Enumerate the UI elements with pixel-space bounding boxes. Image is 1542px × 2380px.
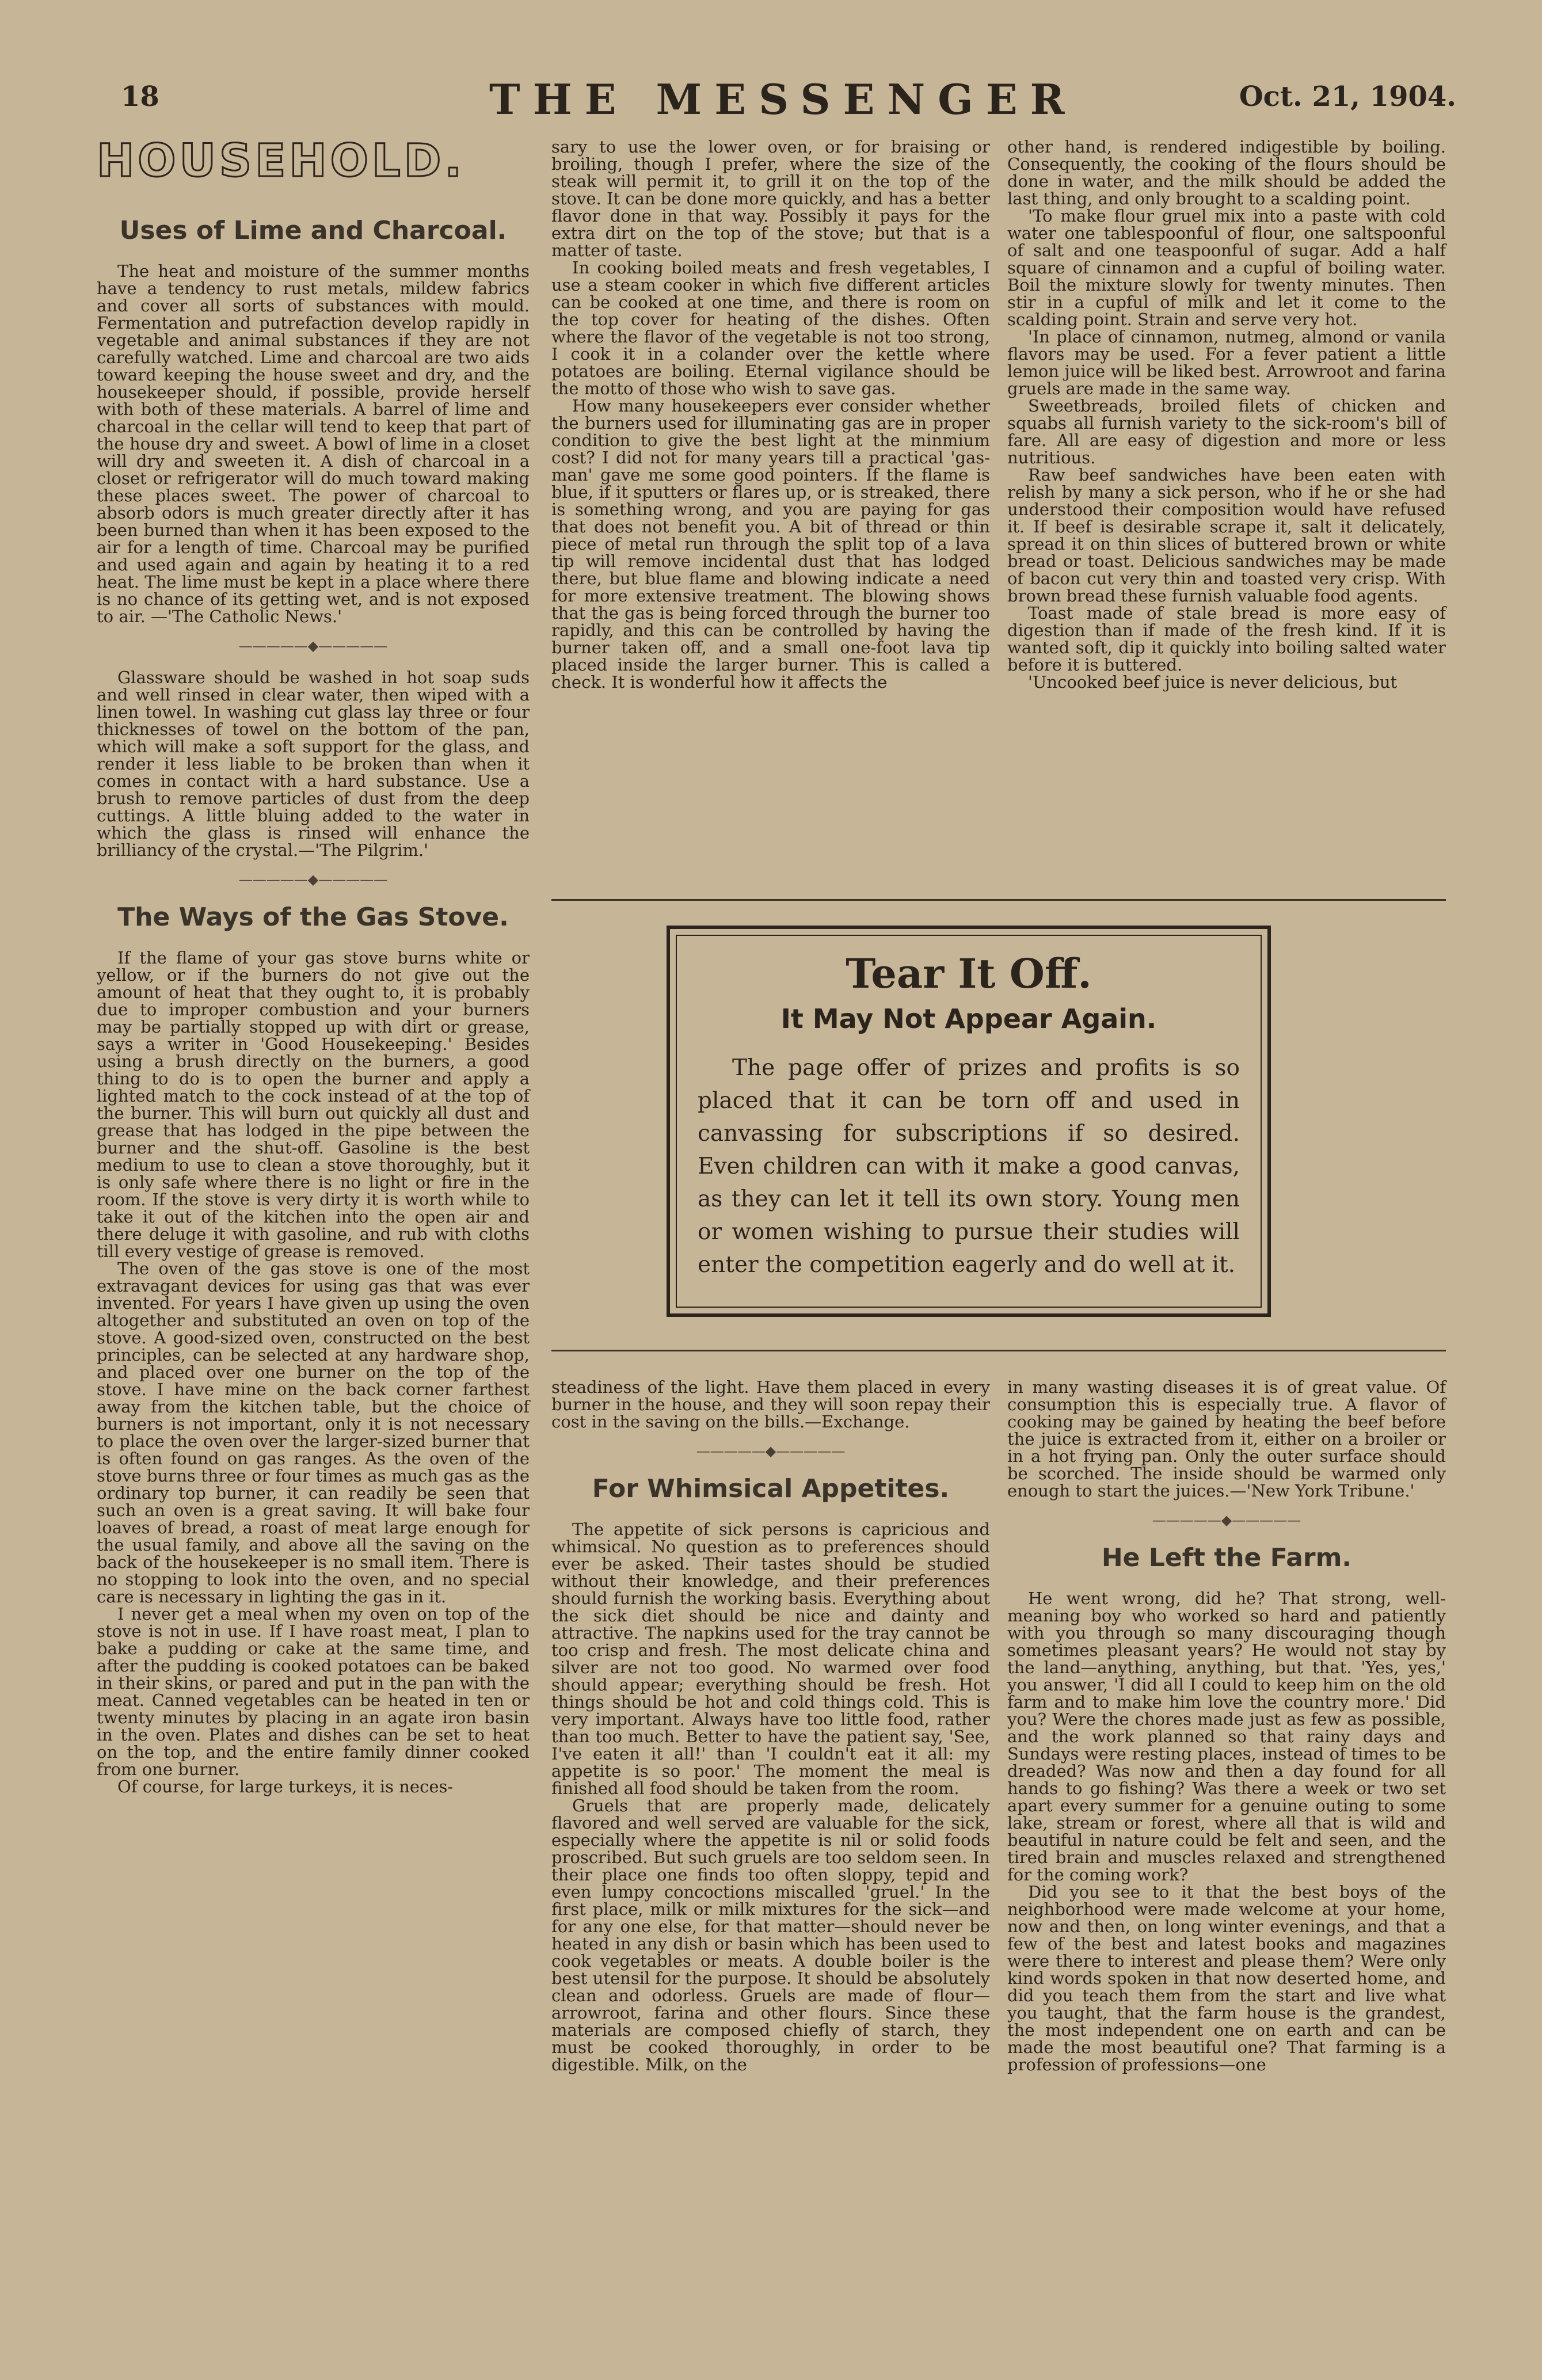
article-paragraph: in many wasting diseases it is of great value. Of consumption this is especially true. A flavor of cooking may be gained by heating the beef before the juice is extracted from it, either on a broiler or in a hot frying pan. Only the outer surface should be scorched. The inside should be warmed only enough to start the juices.—'New York Tribune.' (1007, 1377, 1446, 1501)
article-paragraph: The oven of the gas stove is one of the most extravagant devices for using gas that was ever invented. For years I have given up using the oven altogether and substituted an oven on top of the stove. A good-sized oven, constructed on the best principles, can be selected at any hardware shop, and placed over one burner on the top of the stove. I have mine on the back corner farthest away from the kitchen table, but the choice of burners is not important, only it is not necessary to place the oven over the larger-sized burner that is often found on gas ranges. As the oven of the stove burns three or four times as much gas as the ordinary top burner, it can readily be seen that such an oven is a great saving. It will bake four loaves of bread, a roast of meat large enough for the usual family, and above all the saving on the back of the housekeeper is no small item. There is no stopping to look into the oven, and no special care is necessary in lighting the gas in it. (97, 1259, 530, 1606)
masthead (121, 75, 1456, 124)
section-ornament: —————◆————— (1152, 1512, 1301, 1528)
page-number: 18 (121, 81, 159, 113)
article-paragraph: steadiness of the light. Have them placed in every burner in the house, and they will soon repay their cost in the saving on the bills.—Exchange. (551, 1377, 990, 1431)
notice-body: The page offer of prizes and profits is so placed that it can be torn off and used in canvassing for subscriptions if so desired. Even children can with it make a good canvas, as they can let it tell its own story. Young men or women wishing to pursue their studies will enter the competition eagerly and do well at it. (698, 1055, 1240, 1278)
newspaper-title: THE MESSENGER (489, 75, 1078, 124)
article-paragraph: Raw beef sandwiches have been eaten with relish by many a sick person, who if he or she had understood their composition would have refused it. If beef is desirable scrape it, salt it delicately, spread it on thin slices of buttered brown or white bread or toast. Delicious sandwiches may be made of bacon cut very thin and toasted very crisp. With brown bread these furnish valuable food agents. (1007, 465, 1446, 606)
column-2-bottom (551, 1379, 990, 2073)
article-paragraph: If the flame of your gas stove burns white or yellow, or if the burners do not give out the amount of heat that they ought to, it is probably due to improper combustion and your burners may be partially stopped up with dirt or grease, says a writer in 'Good Housekeeping.' Besides using a brush directly on the burners, a good thing to do is to open the burner and apply a lighted match to the cock instead of at the top of the burner. This will burn out quickly all dust and grease that has lodged in the pipe between the burner and the shut-off. Gasoline is the best medium to use to clean a stove thoroughly, but it is only safe where there is no light or fire in the room. If the stove is very dirty it is worth while to take it out of the kitchen into the open air and there deluge it with gasoline, and rub with cloths till every vestige of grease is removed. (97, 948, 530, 1261)
article-title-whimsical-appetites: For Whimsical Appetites. (592, 1474, 950, 1503)
article-paragraph: 'In place of cinnamon, nutmeg, almond or vanila flavors may be used. For a fever patient a little lemon juice will be liked best. Arrowroot and farina gruels are made in the same way. (1007, 327, 1446, 398)
article-paragraph: I never get a meal when my oven on top of the stove is not in use. If I have roast meat, I plan to bake a pudding or cake at the same time, and after the pudding is cooked potatoes can be baked in their skins, or pared and put in the pan with the meat. Canned vegetables can be heated in ten or twenty minutes by placing in an agate iron basin in the oven. Plates and dishes can be set to heat on the top, and the entire family dinner cooked from one burner. (97, 1604, 530, 1779)
article-paragraph: Did you see to it that the best boys of the neighborhood were made welcome at your home, now and then, on long winter evenings, and that a few of the best and latest books and magazines were there to interest and please them? Were only kind words spoken in that now deserted home, and did you teach them from the start and live what you taught, that the farm house is the grandest, the most independent one on earth and can be made the most beautiful one? That farming is a profession of professions—one (1007, 1882, 1446, 2074)
notice-subtitle: It May Not Appear Again. (780, 1003, 1157, 1034)
article-paragraph: He went wrong, did he? That strong, well-meaning boy who worked so hard and patiently with you through so many discouraging though sometimes pleasant years? He would not stay by the land—anything, anything, but that. 'Yes, yes,' you answer, 'I did all I could to keep him on the old farm and to make him love the country more.' Did you? Were the chores made just as few as possible, and the work planned so that rainy days and Sundays were resting places, instead of times to be dreaded? Was now and then a day found for all hands to go fishing? Was there a week or two set apart every summer for a genuine outing to some lake, stream or forest, where all that is wild and beautiful in nature could be felt and seen, and the tired brain and muscles relaxed and strengthened for the coming work? (1007, 1589, 1446, 1884)
article-title-gas-stove: The Ways of the Gas Stove. (117, 903, 509, 932)
article-paragraph: 'Uncooked beef juice is never delicious, but (1028, 672, 1398, 692)
article-paragraph: Sweetbreads, broiled filets of chicken and squabs all furnish variety to the sick-room's bill of fare. All are easy of digestion and more or less nutritious. (1007, 396, 1446, 467)
article-paragraph: Glassware should be washed in hot soap suds and well rinsed in clear water, then wiped with a linen towel. In washing cut glass lay three or four thicknesses of towel on the bottom of the pan, which will make a soft support for the glass, and render it less liable to be broken than when it comes in contact with a hard substance. Use a brush to remove particles of dust from the deep cuttings. A little bluing added to the water in which the glass is rinsed will enhance the brilliancy of the crystal.—'The Pilgrim.' (97, 668, 530, 860)
article-paragraph: In cooking boiled meats and fresh vegetables, I use a steam cooker in which five different articles can be cooked at one time, and there is room on the top cover for heating of the dishes. Often where the flavor of the vegetable is not too strong, I cook it in a colander over the kettle where potatoes are boiling. Eternal vigilance should be the motto of those who wish to save gas. (551, 258, 990, 398)
article-title-lime-charcoal: Uses of Lime and Charcoal. (119, 216, 507, 245)
household-heading: HOUSEHOLD. (97, 135, 466, 187)
article-paragraph: Toast made of stale bread is more easy of digestion than if made of the fresh kind. If it is wanted soft, dip it quickly into boiling salted water before it is buttered. (1007, 603, 1446, 675)
article-paragraph: 'To make flour gruel mix into a paste with cold water one tablespoonful of flour, one saltspoonful of salt and one teaspoonful of sugar. Add a half square of cinnamon and a cupful of boiling water. Boil the mixture slowly for twenty minutes. Then stir in a cupful of milk and let it come to the scalding point. Strain and serve very hot. (1007, 206, 1446, 329)
horizontal-rule (551, 1350, 1446, 1351)
column-3-top (1007, 138, 1446, 691)
notice-title: Tear It Off. (846, 950, 1092, 997)
article-paragraph: sary to use the lower oven, or for braising or broiling, though I prefer, where the size of the steak will permit it, to grill it on the top of the stove. It can be done more quickly, and has a better flavor done in that way. Possibly it pays for the extra dirt on the top of the stove; but that is a matter of taste. (551, 137, 990, 260)
horizontal-rule (551, 899, 1446, 901)
article-paragraph: How many housekeepers ever consider whether the burners used for illuminating gas are in proper condition to give the best light at the minmium cost? I did not for many years till a practical 'gas-man' gave me some good pointers. If the flame is blue, if it sputters or flares up, or is streaked, there is something wrong, and you are paying for gas that does not benefit you. A bit of thread or thin piece of metal run through the split top of a lava tip will remove incidental dust that has lodged there, but blue flame and blowing indicate a need for more extensive treatment. The blowing shows that the gas is being forced through the burner too rapidly, and this can be controlled by having the burner taken off, and a small one-foot lava tip placed inside the larger burner. This is called a check. It is wonderful how it affects the (551, 396, 990, 692)
section-ornament: —————◆————— (238, 871, 388, 888)
column-1 (97, 135, 530, 1795)
column-2-top (551, 138, 990, 691)
article-paragraph: other hand, is rendered indigestible by boiling. Consequently, the cooking of the flours should be done in water, and the milk should be added the last thing, and only brought to a scalding point. (1007, 137, 1446, 208)
article-paragraph: The appetite of sick persons is capricious and whimsical. No question as to preferences should ever be asked. Their tastes should be studied without their knowledge, and their preferences should furnish the working basis. Everything about the sick diet should be nice and dainty and attractive. The napkins used for the tray cannot be too crisp and fresh. The most delicate china and silver are not too good. No warmed over food should appear; everything should be fresh. Hot things should be hot and cold things cold. This is very important. Always have too little food, rather than too much. Better to have the patient say, 'See, I've eaten it all!' than 'I couldn't eat it all: my appetite is so poor.' The moment the meal is finished all food should be taken from the room. (551, 1520, 990, 1798)
section-ornament: —————◆————— (238, 638, 388, 654)
section-ornament: —————◆————— (696, 1443, 846, 1459)
article-paragraph: Gruels that are properly made, delicately flavored and well served are valuable for the sick, especially where the appetite is nil or solid foods proscribed. But such gruels are too seldom seen. In their place one finds too often sloppy, tepid and even lumpy concoctions miscalled 'gruel.' In the first place, milk or milk mixtures for the sick—and for any one else, for that matter—should never be heated in any dish or basin which has been used to cook vegetables or meats. A double boiler is the best utensil for the purpose. It should be absolutely clean and odorless. Gruels are made of flour—arrowroot, farina and other flours. Since these materials are composed chiefly of starch, they must be cooked thoroughly, in order to be digestible. Milk, on the (551, 1796, 990, 2074)
issue-date: Oct. 21, 1904. (1239, 81, 1456, 113)
article-paragraph: Of course, for large turkeys, it is neces- (117, 1777, 454, 1796)
article-title-left-the-farm: He Left the Farm. (1101, 1543, 1352, 1572)
tear-it-off-notice (667, 926, 1271, 1317)
column-3-bottom (1007, 1379, 1446, 2073)
article-paragraph: The heat and moisture of the summer months have a tendency to rust metals, mildew fabrics and cover all sorts of substances with mould. Fermentation and putrefaction develop rapidly in vegetable and animal substances if they are not carefully watched. Lime and charcoal are two aids toward keeping the house sweet and dry, and the housekeeper should, if possible, provide herself with both of these materials. A barrel of lime and charcoal in the cellar will tend to keep that part of the house dry and sweet. A bowl of lime in a closet will dry and sweeten it. A dish of charcoal in a closet or refrigerator will do much toward making these places sweet. The power of charcoal to absorb odors is much greater directly after it has been burned than when it has been exposed to the air for a length of time. Charcoal may be purified and used again and again by heating it to a red heat. The lime must be kept in a place where there is no chance of its getting wet, and is not exposed to air. —'The Catholic News.' (97, 261, 530, 626)
